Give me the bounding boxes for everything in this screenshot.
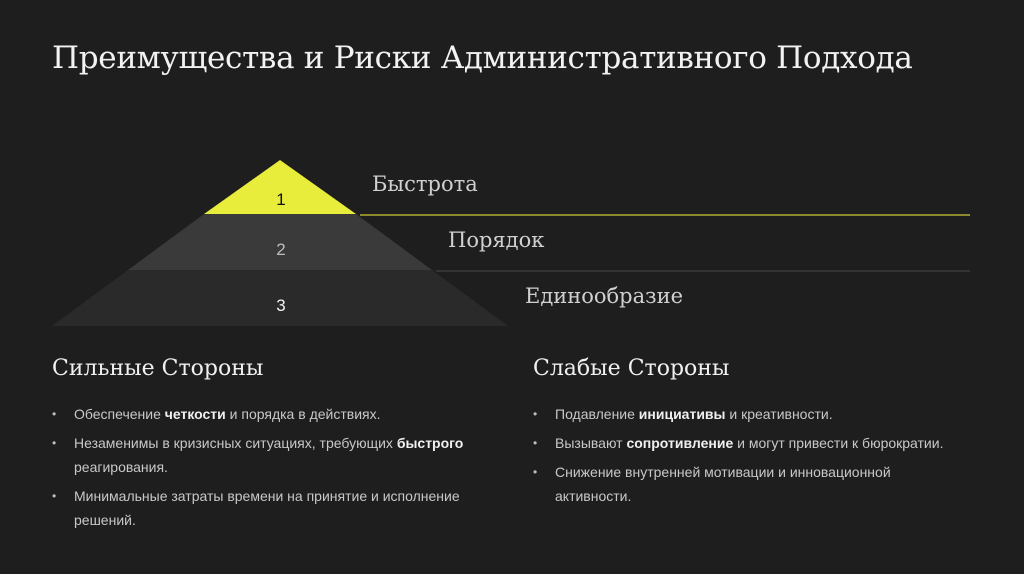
list-item: • Минимальные затраты времени на принятие и исполнение решений. — [52, 484, 472, 532]
strengths-list — [52, 402, 472, 537]
pyramid-number-3: 3 — [276, 296, 286, 315]
pyramid-number-2: 2 — [276, 240, 286, 259]
list-item: • Незаменимы в кризисных ситуациях, требующих быстрого реагирования. — [52, 431, 472, 479]
strengths-heading: Сильные Стороны — [52, 356, 264, 381]
pyramid-label-1: Быстрота — [372, 172, 478, 196]
list-item: • Обеспечение четкости и порядка в действиях. — [52, 402, 472, 426]
bullet-icon: • — [52, 436, 57, 450]
bullet-icon: • — [533, 407, 538, 421]
list-item: • Подавление инициативы и креативности. — [533, 402, 953, 426]
pyramid-label-2: Порядок — [448, 228, 545, 252]
list-item: • Вызывают сопротивление и могут привести к бюрократии. — [533, 431, 953, 455]
pyramid-number-1: 1 — [276, 190, 286, 209]
weaknesses-list — [533, 402, 953, 513]
bullet-icon: • — [533, 465, 538, 479]
pyramid-label-3: Единообразие — [525, 284, 684, 308]
list-item: • Снижение внутренней мотивации и инновационной активности. — [533, 460, 953, 508]
bullet-icon: • — [52, 489, 57, 503]
bullet-icon: • — [52, 407, 57, 421]
page-title: Преимущества и Риски Административного Подхода — [52, 40, 913, 76]
bullet-icon: • — [533, 436, 538, 450]
weaknesses-heading: Слабые Стороны — [533, 356, 730, 381]
